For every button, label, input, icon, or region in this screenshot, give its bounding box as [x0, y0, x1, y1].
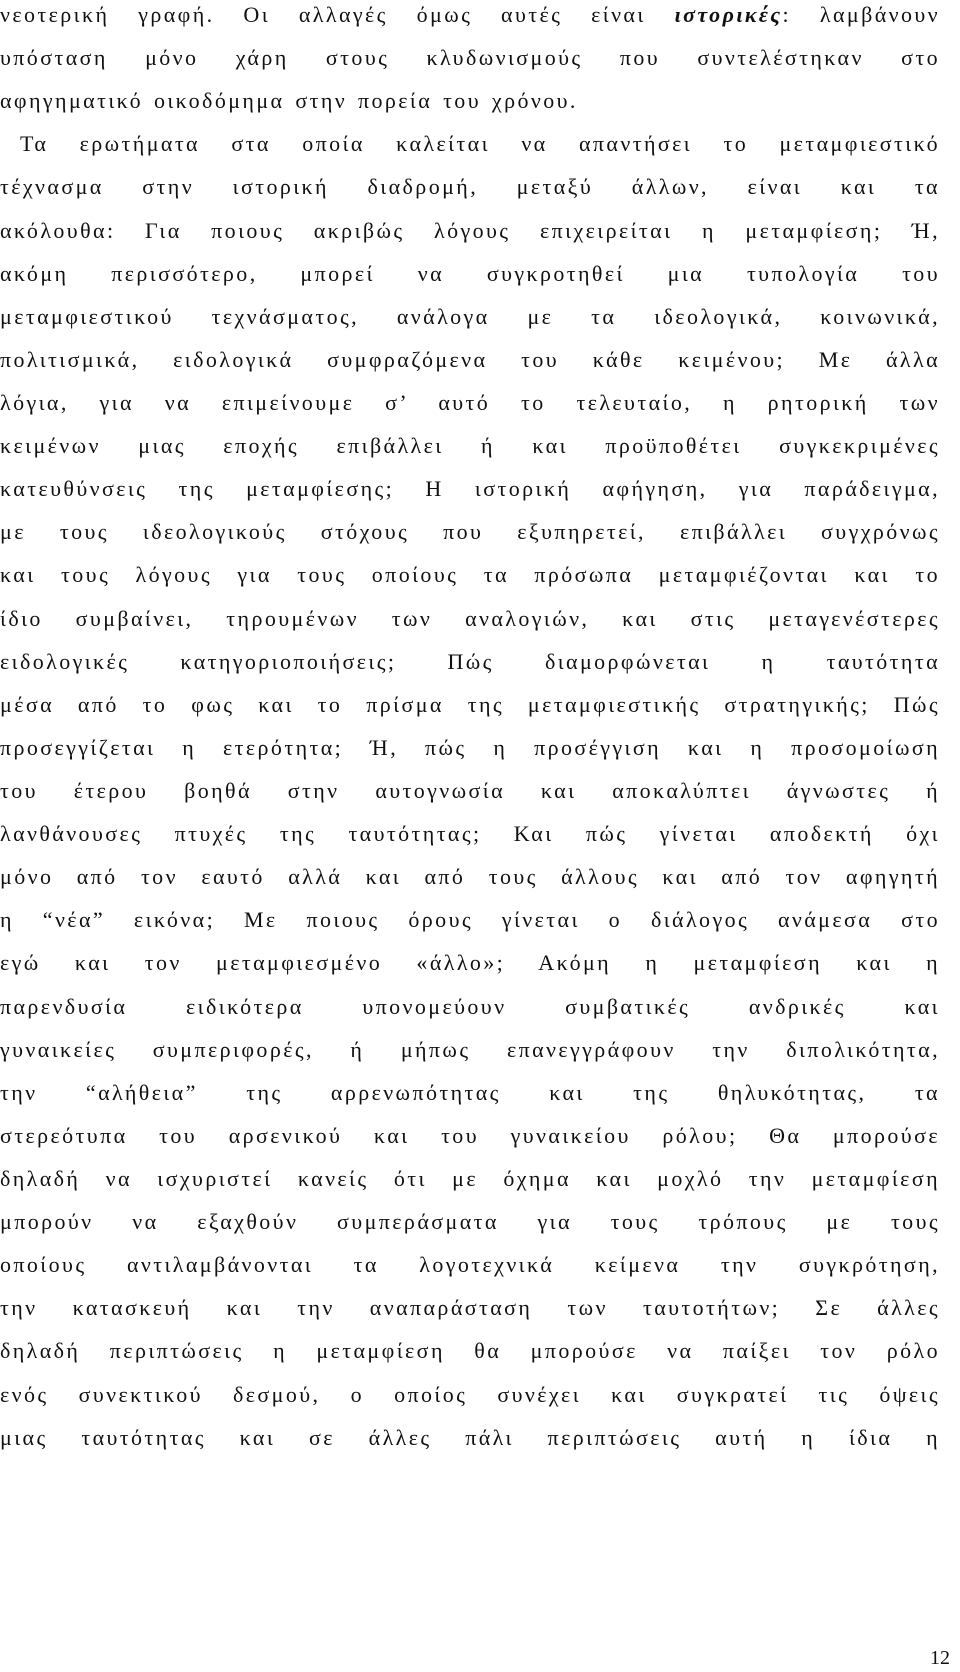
text-line-5: τέχνασμα στην ιστορική διαδρομή, μεταξύ άλλων, είναι και τα — [0, 174, 940, 199]
text-line-25: γυναικείες συμπεριφορές, ή μήπως επανεγγράφουν την διπολικότητα, — [0, 1037, 940, 1062]
text-line-30: οποίους αντιλαμβάνονται τα λογοτεχνικά κείμενα την συγκρότηση, — [0, 1252, 940, 1277]
text-line-21: μόνο από τον εαυτό αλλά και από τους άλλους και από τον αφηγητή — [0, 864, 940, 889]
text-line-22: η “νέα” εικόνα; Με ποιους όρους γίνεται ο διάλογος ανάμεσα στο — [0, 907, 940, 932]
text-line-13: με τους ιδεολογικούς στόχους που εξυπηρετεί, επιβάλλει συγχρόνως — [0, 519, 940, 544]
text-line-31: την κατασκευή και την αναπαράσταση των ταυτοτήτων; Σε άλλες — [0, 1295, 940, 1320]
text-line-34: μιας ταυτότητας και σε άλλες πάλι περιπτώσεις αυτή η ίδια η — [0, 1425, 940, 1450]
text-line-12: κατευθύνσεις της μεταμφίεσης; Η ιστορική αφήγηση, για παράδειγμα, — [0, 476, 940, 501]
text-line-6: ακόλουθα: Για ποιους ακριβώς λόγους επιχειρείται η μεταμφίεση; Ή, — [0, 218, 940, 243]
text-line-26: την “αλήθεια” της αρρενωπότητας και της θηλυκότητας, τα — [0, 1080, 940, 1105]
text-line-19: του έτερου βοηθά στην αυτογνωσία και αποκαλύπτει άγνωστες ή — [0, 778, 940, 803]
text-line-2: υπόσταση μόνο χάρη στους κλυδωνισμούς που συντελέστηκαν στο — [0, 45, 940, 70]
text-line-3: αφηγηματικό οικοδόμημα στην πορεία του χρόνου. — [0, 88, 578, 113]
text-line-1-end: : λαμβάνουν — [782, 2, 940, 27]
text-line-28: δηλαδή να ισχυριστεί κανείς ότι με όχημα και μοχλό την μεταμφίεση — [0, 1166, 940, 1191]
text-line-15: ίδιο συμβαίνει, τηρουμένων των αναλογιών, και στις μεταγενέστερες — [0, 606, 940, 631]
text-line-14: και τους λόγους για τους οποίους τα πρόσωπα μεταμφιέζονται και το — [0, 562, 940, 587]
text-line-16: ειδολογικές κατηγοριοποιήσεις; Πώς διαμορφώνεται η ταυτότητα — [0, 649, 940, 674]
text-line-32: δηλαδή περιπτώσεις η μεταμφίεση θα μπορούσε να παίξει τον ρόλο — [0, 1338, 940, 1363]
text-line-24: παρενδυσία ειδικότερα υπονομεύουν συμβατικές ανδρικές και — [0, 994, 940, 1019]
text-line-8: μεταμφιεστικού τεχνάσματος, ανάλογα με τα ιδεολογικά, κοινωνικά, — [0, 304, 940, 329]
text-line-27: στερεότυπα του αρσενικού και του γυναικείου ρόλου; Θα μπορούσε — [0, 1123, 940, 1148]
text-line-33: ενός συνεκτικού δεσμού, ο οποίος συνέχει και συγκρατεί τις όψεις — [0, 1382, 940, 1407]
text-line-18: προσεγγίζεται η ετερότητα; Ή, πώς η προσέγγιση και η προσομοίωση — [0, 735, 940, 760]
emphasized-word: ιστορικές — [674, 2, 783, 27]
page-number: 12 — [930, 1647, 950, 1669]
text-line-23: εγώ και τον μεταμφιεσμένο «άλλο»; Ακόμη η μεταμφίεση και η — [0, 950, 940, 975]
text-line-9: πολιτισμικά, ειδολογικά συμφραζόμενα του κάθε κειμένου; Με άλλα — [0, 347, 940, 372]
text-line-29: μπορούν να εξαχθούν συμπεράσματα για τους τρόπους με τους — [0, 1209, 940, 1234]
text-line-11: κειμένων μιας εποχής επιβάλλει ή και προϋποθέτει συγκεκριμένες — [0, 433, 940, 458]
text-line-7: ακόμη περισσότερο, μπορεί να συγκροτηθεί μια τυπολογία του — [0, 261, 940, 286]
text-line-20: λανθάνουσες πτυχές της ταυτότητας; Και πώς γίνεται αποδεκτή όχι — [0, 821, 940, 846]
text-line-1-start: νεοτερική γραφή. Οι αλλαγές όμως αυτές είναι — [0, 2, 675, 27]
text-line-10: λόγια, για να επιμείνουμε σ’ αυτό το τελευταίο, η ρητορική των — [0, 390, 940, 415]
text-line-17: μέσα από το φως και το πρίσμα της μεταμφιεστικής στρατηγικής; Πώς — [0, 692, 940, 717]
paragraph-first-line: Τα ερωτήματα στα οποία καλείται να απαντήσει το μεταμφιεστικό — [20, 131, 940, 156]
text-line-1 — [0, 0, 940, 30]
